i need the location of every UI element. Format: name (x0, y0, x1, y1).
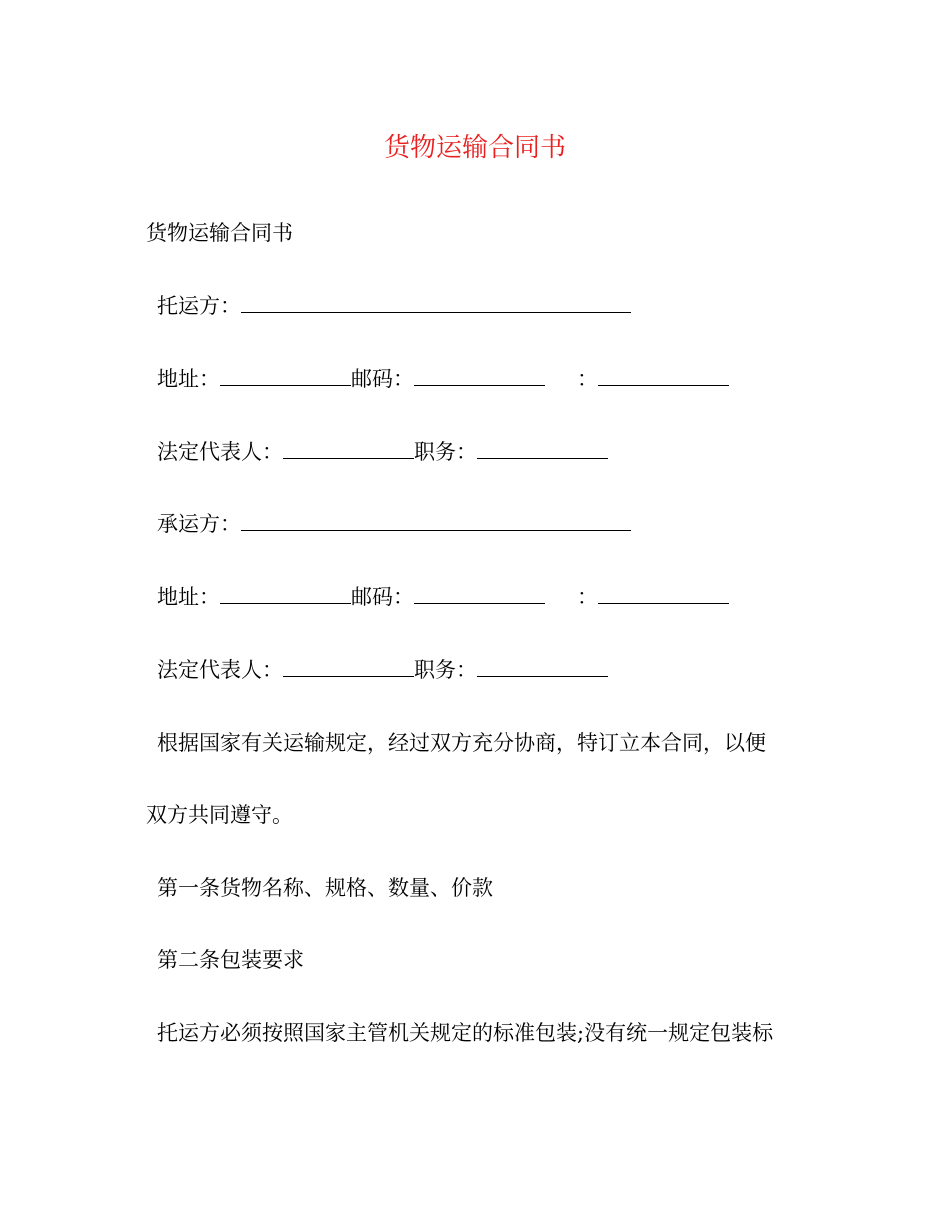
carrier-address-line (157, 582, 729, 612)
carrier-phone-field[interactable] (598, 585, 729, 604)
shipper-name-field[interactable] (241, 294, 631, 313)
preamble-line-2: 双方共同遵守。 (146, 803, 293, 827)
shipper-legal-rep-label: 法定代表人： (157, 440, 283, 464)
carrier-name-field[interactable] (241, 512, 631, 531)
shipper-address-line (157, 364, 729, 394)
shipper-line (157, 291, 631, 321)
shipper-postcode-field[interactable] (414, 367, 545, 386)
carrier-position-label: 职务： (414, 658, 477, 682)
shipper-address-label: 地址： (157, 367, 220, 391)
article-2-heading: 第二条包装要求 (157, 948, 304, 972)
shipper-phone-label: ： (577, 367, 598, 391)
carrier-address-field[interactable] (220, 585, 351, 604)
shipper-legal-rep-field[interactable] (283, 440, 414, 459)
shipper-address-field[interactable] (220, 367, 351, 386)
shipper-position-field[interactable] (477, 440, 608, 459)
packaging-text: 托运方必须按照国家主管机关规定的标准包装;没有统一规定包装标 (157, 1021, 774, 1045)
carrier-line (157, 509, 631, 539)
shipper-legal-rep-line (157, 437, 608, 467)
document-subtitle: 货物运输合同书 (146, 221, 293, 245)
carrier-legal-rep-label: 法定代表人： (157, 658, 283, 682)
carrier-legal-rep-line (157, 655, 608, 685)
carrier-address-label: 地址： (157, 585, 220, 609)
carrier-legal-rep-field[interactable] (283, 658, 414, 677)
carrier-postcode-field[interactable] (414, 585, 545, 604)
shipper-position-label: 职务： (414, 440, 477, 464)
preamble-line-1: 根据国家有关运输规定，经过双方充分协商，特订立本合同，以便 (157, 731, 766, 755)
document-title: 货物运输合同书 (383, 133, 566, 163)
shipper-label: 托运方： (157, 294, 241, 318)
carrier-position-field[interactable] (477, 658, 608, 677)
carrier-label: 承运方： (157, 512, 241, 536)
carrier-phone-label: ： (577, 585, 598, 609)
shipper-phone-field[interactable] (598, 367, 729, 386)
carrier-postcode-label: 邮码： (351, 585, 414, 609)
shipper-postcode-label: 邮码： (351, 367, 414, 391)
article-1-heading: 第一条货物名称、规格、数量、价款 (157, 876, 493, 900)
